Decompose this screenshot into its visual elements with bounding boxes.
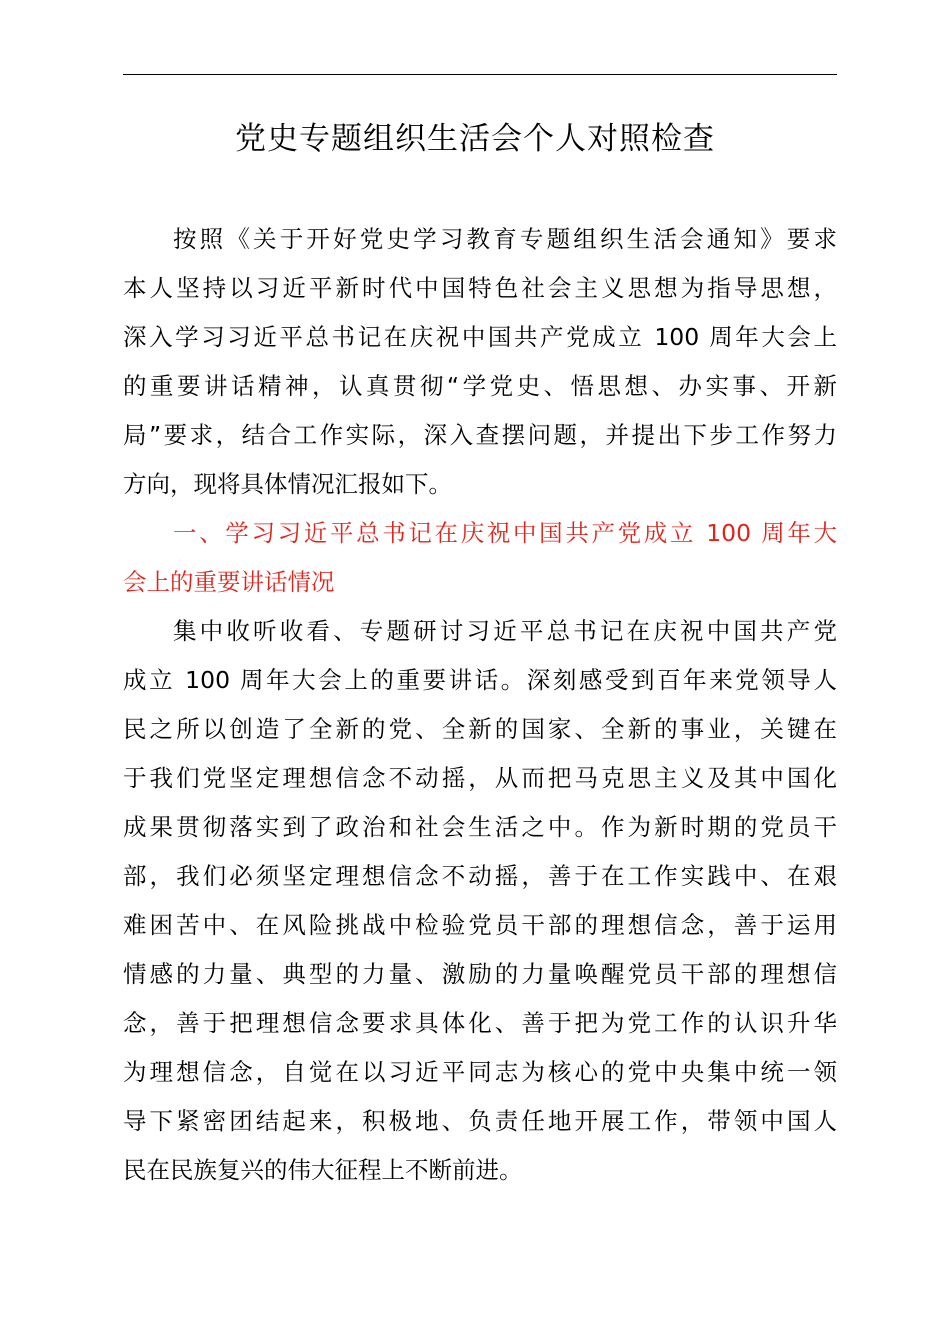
- paragraph-line: 念，善于把理想信念要求具体化、善于把为党工作的认识升华: [123, 1009, 837, 1037]
- paragraph-line: 情感的力量、典型的力量、激励的力量唤醒党员干部的理想信: [123, 960, 837, 988]
- document-title: 党史专题组织生活会个人对照检查: [235, 121, 715, 157]
- section-1-paragraph: [123, 607, 837, 1195]
- paragraph-line: 的重要讲话精神，认真贯彻“学党史、悟思想、办实事、开新: [123, 372, 837, 400]
- heading-line: 会上的重要讲话情况: [123, 568, 335, 596]
- paragraph-line: 导下紧密团结起来，积极地、负责任地开展工作，带领中国人: [123, 1107, 837, 1135]
- section-1-heading: [123, 509, 837, 607]
- paragraph-line: 成立 100 周年大会上的重要讲话。深刻感受到百年来党领导人: [123, 666, 837, 694]
- heading-line: 一、学习习近平总书记在庆祝中国共产党成立 100 周年大: [173, 519, 837, 547]
- paragraph-line: 成果贯彻落实到了政治和社会生活之中。作为新时期的党员干: [123, 813, 837, 841]
- paragraph-line: 集中收听收看、专题研讨习近平总书记在庆祝中国共产党: [173, 617, 837, 645]
- paragraph-line: 于我们党坚定理想信念不动摇，从而把马克思主义及其中国化: [123, 764, 837, 792]
- paragraph-line: 难困苦中、在风险挑战中检验党员干部的理想信念，善于运用: [123, 911, 837, 939]
- paragraph-line: 民在民族复兴的伟大征程上不断前进。: [123, 1156, 523, 1184]
- paragraph-line: 方向，现将具体情况汇报如下。: [123, 470, 452, 498]
- paragraph-line: 局”要求，结合工作实际，深入查摆问题，并提出下步工作努力: [123, 421, 837, 449]
- paragraph-line: 为理想信念，自觉在以习近平同志为核心的党中央集中统一领: [123, 1058, 837, 1086]
- paragraph-line: 本人坚持以习近平新时代中国特色社会主义思想为指导思想，: [123, 274, 837, 302]
- intro-paragraph: [123, 215, 837, 509]
- header-rule: [123, 74, 837, 75]
- document-body: [123, 215, 837, 1195]
- paragraph-line: 部，我们必须坚定理想信念不动摇，善于在工作实践中、在艰: [123, 862, 837, 890]
- paragraph-line: 民之所以创造了全新的党、全新的国家、全新的事业，关键在: [123, 715, 837, 743]
- paragraph-line: 深入学习习近平总书记在庆祝中国共产党成立 100 周年大会上: [123, 323, 837, 351]
- paragraph-line: 按照《关于开好党史学习教育专题组织生活会通知》要求: [173, 225, 837, 253]
